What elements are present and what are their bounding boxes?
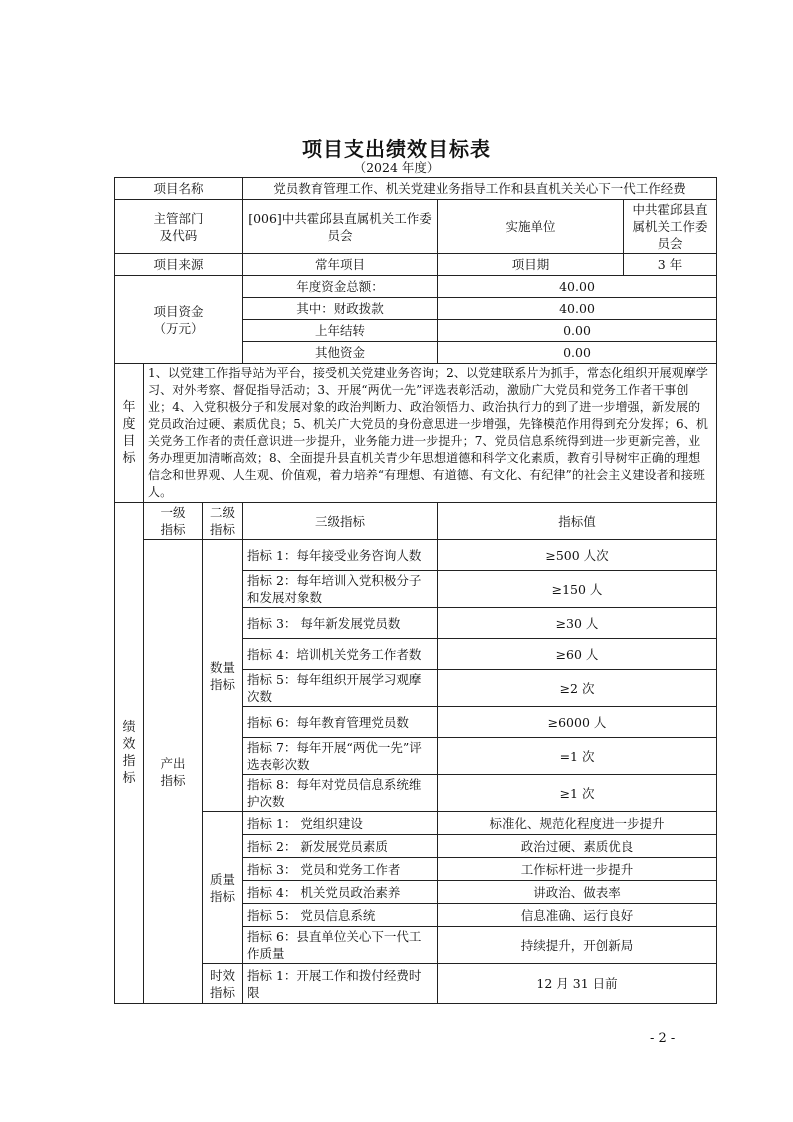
indicator-row: [115, 812, 717, 835]
indicator-row: [115, 540, 717, 571]
indicator-value: ≥1 次: [438, 775, 717, 812]
funds-item-label: 年度资金总额：: [243, 276, 438, 298]
funds-item-value: 40.00: [438, 276, 717, 298]
row-funds-0: [115, 276, 717, 298]
impl-unit-label: 实施单位: [438, 200, 624, 254]
level2-timeliness: 时效 指标: [203, 964, 243, 1004]
indicator-name: 指标 8：每年对党员信息系统维护次数: [243, 775, 438, 812]
level1-header: 一级 指标: [144, 503, 203, 540]
indicator-value: ≥60 人: [438, 639, 717, 670]
indicator-value: 12 月 31 日前: [438, 964, 717, 1004]
indicator-name: 指标 2：每年培训入党积极分子和发展对象数: [243, 571, 438, 608]
dept-value: [006]中共霍邱县直属机关工作委员会: [243, 200, 438, 254]
funds-item-value: 0.00: [438, 320, 717, 342]
indicator-value: 工作标杆进一步提升: [438, 858, 717, 881]
indicator-value: ≥6000 人: [438, 707, 717, 738]
level3-header: 三级指标: [243, 503, 438, 540]
source-value: 常年项目: [243, 254, 438, 276]
indicator-value: ≥30 人: [438, 608, 717, 639]
indicator-value: 持续提升，开创新局: [438, 927, 717, 964]
indicator-name: 指标 5：每年组织开展学习观摩次数: [243, 670, 438, 707]
indicator-value: ≥150 人: [438, 571, 717, 608]
indicator-name: 指标 1：每年接受业务咨询人数: [243, 540, 438, 571]
indicator-value: =1 次: [438, 738, 717, 775]
source-label: 项目来源: [115, 254, 243, 276]
funds-item-label: 其他资金: [243, 342, 438, 364]
indicator-value: 信息准确、运行良好: [438, 904, 717, 927]
indicator-name: 指标 2： 新发展党员素质: [243, 835, 438, 858]
indicator-name: 指标 1：开展工作和拨付经费时限: [243, 964, 438, 1004]
period-value: 3 年: [624, 254, 717, 276]
indicator-name: 指标 1： 党组织建设: [243, 812, 438, 835]
funds-item-label: 其中：财政拨款: [243, 298, 438, 320]
page-subtitle: （2024 年度）: [353, 160, 440, 175]
dept-label: 主管部门 及代码: [115, 200, 243, 254]
indicator-name: 指标 6：每年教育管理党员数: [243, 707, 438, 738]
value-header: 指标值: [438, 503, 717, 540]
indicator-name: 指标 5： 党员信息系统: [243, 904, 438, 927]
indicator-row: [115, 964, 717, 1004]
level2-quality: 质量 指标: [203, 812, 243, 964]
row-project-name: [115, 178, 717, 200]
indicator-value: 标准化、规范化程度进一步提升: [438, 812, 717, 835]
indicator-name: 指标 3： 党员和党务工作者: [243, 858, 438, 881]
level2-header: 二级 指标: [203, 503, 243, 540]
level1-output: 产出 指标: [144, 540, 203, 1004]
goal-text: 1、以党建工作指导站为平台，接受机关党建业务咨询；2、以党建联系片为抓手，常态化组织开展观摩学习、对外考察、督促指导活动；3、开展“两优一先”评选表彰活动，激励广大党员和党务工作者干事创业；4、入党积极分子和发展对象的政治判断力、政治领悟力、政治执行力的到了进一步增强，新发展的党员政治过硬、素质优良；5、机关广大党员的身份意思进一步增强，先锋模范作用得到充分发挥；6、机关党务工作者的责任意识进一步提升，业务能力进一步提升；7、党员信息系统得到进一步更新完善，业务办理更加清晰高效；8、全面提升县直机关青少年思想道德和科学文化素质，教育引导树牢正确的理想信念和世界观、人生观、价值观，着力培养“有理想、有道德、有文化、有纪律”的社会主义建设者和接班人。: [144, 364, 717, 503]
funds-label: 项目资金 （万元）: [115, 276, 243, 364]
row-dept: [115, 200, 717, 254]
indicator-name: 指标 6：县直单位关心下一代工作质量: [243, 927, 438, 964]
funds-item-label: 上年结转: [243, 320, 438, 342]
performance-table: [114, 177, 717, 1004]
project-name-label: 项目名称: [115, 178, 243, 200]
funds-item-value: 40.00: [438, 298, 717, 320]
level2-quantity: 数量 指标: [203, 540, 243, 812]
project-name-value: 党员教育管理工作、机关党建业务指导工作和县直机关关心下一代工作经费: [243, 178, 717, 200]
perf-label: 绩效指标: [115, 503, 144, 1004]
funds-item-value: 0.00: [438, 342, 717, 364]
row-source: [115, 254, 717, 276]
indicator-name: 指标 4：培训机关党务工作者数: [243, 639, 438, 670]
period-label: 项目期: [438, 254, 624, 276]
page-number: - 2 -: [650, 1031, 676, 1046]
goal-label: 年度目标: [115, 364, 144, 503]
indicator-value: ≥2 次: [438, 670, 717, 707]
indicator-name: 指标 4： 机关党员政治素养: [243, 881, 438, 904]
indicator-value: 政治过硬、素质优良: [438, 835, 717, 858]
indicator-name: 指标 3： 每年新发展党员数: [243, 608, 438, 639]
indicator-value: ≥500 人次: [438, 540, 717, 571]
page-title: 项目支出绩效目标表: [302, 137, 491, 161]
indicator-name: 指标 7：每年开展“两优一先”评选表彰次数: [243, 738, 438, 775]
indicator-value: 讲政治、做表率: [438, 881, 717, 904]
row-goal: [115, 364, 717, 503]
row-indicator-header: [115, 503, 717, 540]
impl-unit-value: 中共霍邱县直属机关工作委员会: [624, 200, 717, 254]
